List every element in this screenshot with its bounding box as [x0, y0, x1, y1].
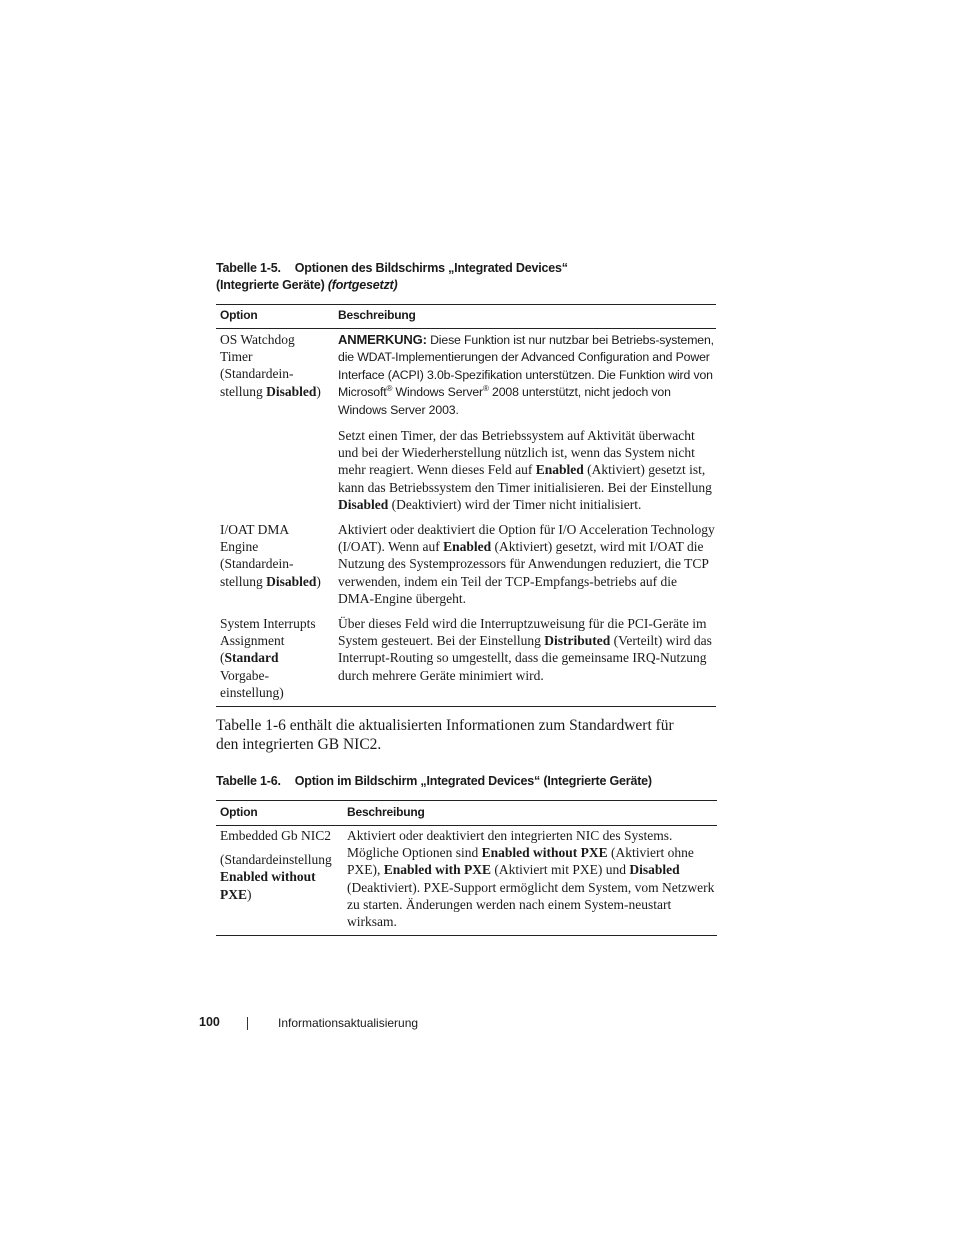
option-default-value: Enabled without PXE: [220, 869, 316, 902]
option-default-suffix: ): [316, 383, 321, 399]
option-name: System Interrupts Assignment: [220, 616, 316, 649]
option-default-value: Disabled: [266, 573, 317, 589]
table1-caption: [216, 260, 568, 294]
description-bold: Enabled: [443, 539, 492, 555]
table2-caption: [216, 773, 652, 790]
table2: [216, 800, 717, 936]
description-part: (Verteilt) wird das Interrupt-Routing so umgestellt, dass die gemeinsame IRQ-Nutzung durch mehrere Geräte minimiert wird.: [338, 633, 712, 683]
footer-separator: [247, 1017, 248, 1030]
description-bold: Disabled: [338, 496, 389, 512]
note-text: 2008 unterstützt, nicht jedoch von Windows Server 2003.: [338, 385, 671, 417]
table1: [216, 304, 716, 707]
description-cell: [334, 615, 716, 707]
table-row: [216, 826, 717, 936]
table1-header-option: Option: [216, 305, 334, 329]
option-cell: [216, 521, 334, 615]
table2-header-option: Option: [216, 801, 343, 826]
description-part: Über dieses Feld wird die Interruptzuweisung für die PCI-Geräte im System gesteuert. Bei der Einstellung: [338, 616, 707, 649]
table-row: [216, 521, 716, 615]
option-default-suffix: ): [247, 886, 252, 902]
table-row: [216, 329, 716, 522]
note-text: Diese Funktion ist nur nutzbar bei Betriebs-systemen, die WDAT-Implementierungen der Advanced Configuration and Power Interface (ACPI) 3.0b-Spezifikation unterstützen. Die Funktion wird von Microsoft: [338, 333, 714, 400]
table2-caption-title: Option im Bildschirm „Integrated Devices“ (Integrierte Geräte): [294, 774, 652, 788]
option-default-value: Disabled: [266, 383, 317, 399]
option-default-prefix: (Standardein-stellung: [220, 556, 294, 589]
table1-caption-continued: (fortgesetzt): [327, 278, 398, 292]
description-part: Aktiviert oder deaktiviert die Option für I/O Acceleration Technology (I/OAT). Wenn auf: [338, 522, 715, 555]
description-part: (Aktiviert ohne PXE),: [347, 845, 694, 878]
option-cell: [216, 615, 334, 707]
option-default-prefix: (Standardeinstellung: [220, 852, 332, 868]
option-name: Embedded Gb NIC2: [220, 828, 331, 843]
table1-caption-line2: (Integrierte Geräte): [216, 278, 325, 292]
note-text: Windows Server: [392, 385, 483, 400]
description-cell: [334, 521, 716, 615]
page-number: 100: [199, 1015, 220, 1029]
option-default-prefix: (: [220, 650, 225, 666]
option-cell: [216, 329, 334, 522]
option-default-suffix: Vorgabe-einstellung): [220, 667, 284, 700]
description-text: [338, 427, 716, 521]
description-part: (Aktiviert) gesetzt, wird mit I/OAT die Nutzung des Systemprozessors für Anwendungen reduziert, die TCP verwenden, indem ein Teil der TCP-Empfangs-betriebs auf die DMA-Engine übergeht.: [338, 539, 709, 606]
registered-mark: ®: [482, 384, 489, 394]
description-part: (Aktiviert mit PXE) und: [491, 862, 630, 878]
option-default-value: Standard: [224, 650, 279, 666]
registered-mark: ®: [386, 384, 393, 394]
description-bold: Distributed: [544, 633, 611, 649]
note-label: ANMERKUNG:: [338, 332, 427, 347]
note-block: [338, 331, 716, 427]
option-default-suffix: ): [316, 573, 321, 589]
table2-caption-number: Tabelle 1-6.: [216, 774, 281, 788]
footer-section-title: Informationsaktualisierung: [278, 1016, 419, 1030]
description-bold: Disabled: [629, 862, 680, 878]
table-row: [216, 615, 716, 707]
description-bold: Enabled with PXE: [383, 862, 492, 878]
body-paragraph: Tabelle 1-6 enthält die aktualisierten Informationen zum Standardwert für den integrierten GB NIC2.: [216, 717, 674, 753]
table2-header-description: Beschreibung: [343, 801, 717, 826]
description-part: Setzt einen Timer, der das Betriebssystem auf Aktivität überwacht und bei der Wiederherstellung nützlich ist, wenn das System nicht mehr reagiert. Wenn dieses Feld auf: [338, 428, 695, 478]
description-part: Aktiviert oder deaktiviert den integrierten NIC des Systems. Mögliche Optionen sind: [347, 828, 673, 861]
option-name: I/OAT DMA Engine: [220, 522, 289, 555]
option-name: OS Watchdog Timer: [220, 332, 295, 365]
table2-header-row: [216, 801, 717, 826]
description-part: (Deaktiviert) wird der Timer nicht initialisiert.: [388, 496, 642, 512]
description-part: (Aktiviert) gesetzt ist, kann das Betriebssystem den Timer initialisieren. Bei der Einstellung: [338, 462, 712, 495]
option-cell: [216, 826, 343, 936]
description-bold: Enabled without PXE: [481, 845, 608, 861]
table1-header-row: [216, 305, 716, 329]
table1-caption-number: Tabelle 1-5.: [216, 261, 281, 275]
description-cell: [334, 329, 716, 522]
description-cell: [343, 826, 717, 936]
description-part: (Deaktiviert). PXE-Support ermöglicht dem System, vom Netzwerk zu starten. Änderungen werden nach einem System-neustart wirksam.: [347, 879, 715, 930]
table1-header-description: Beschreibung: [334, 305, 716, 329]
description-bold: Enabled: [535, 462, 584, 478]
option-default: [220, 851, 339, 903]
table1-caption-title: Optionen des Bildschirms „Integrated Devices“: [294, 261, 568, 275]
option-default-prefix: (Standardein-stellung: [220, 366, 294, 399]
